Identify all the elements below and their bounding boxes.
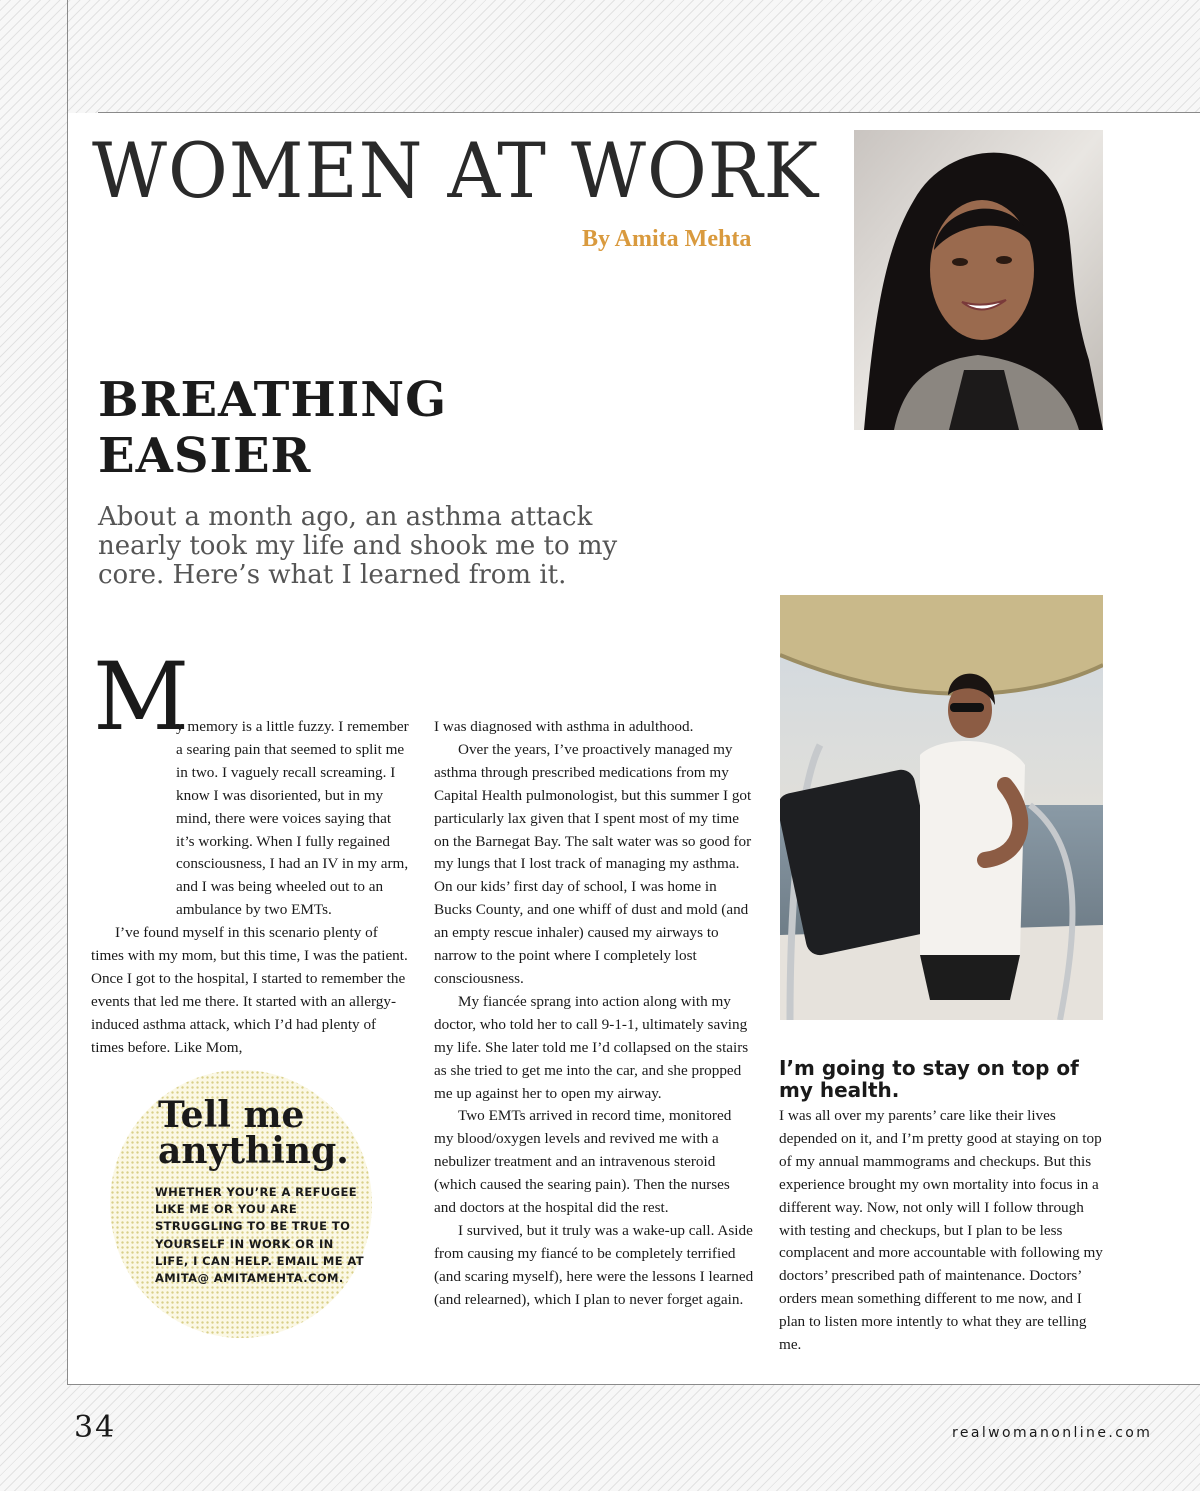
- section-title: WOMEN AT WORK: [92, 126, 820, 215]
- byline: By Amita Mehta: [582, 226, 752, 252]
- paragraph: Over the years, I’ve proactively managed my asthma through prescribed medications from my Capital Health pulmonologist, but this summer I got particularly lax given that I spent most of my time on the Barnegat Bay. The salt water was so good for my lungs that I lost track of managing my asthma. On our kids’ first day of school, I was home in Bucks County, and one whiff of dust and mold (and an empty rescue inhaler) caused my airways to narrow to the point where I completely lost consciousness.: [434, 740, 752, 987]
- top-rule: [98, 112, 1200, 113]
- paragraph: [91, 716, 411, 922]
- callout-body: WHETHER YOU’RE A REFUGEE LIKE ME OR YOU ARE STRUGGLING TO BE TRUE TO YOURSELF IN WORK OR IN LIFE, I CAN HELP. EMAIL ME AT AMITA@ AMITAMEHTA.COM.: [155, 1185, 365, 1286]
- article-deck: About a month ago, an asthma attack nearly took my life and shook me to my core. Here’s what I learned from it.: [98, 502, 618, 590]
- drop-cap: M: [93, 643, 190, 752]
- callout-title: [158, 1094, 378, 1172]
- paragraph-text: y memory is a little fuzzy. I remember a searing pain that seemed to split me in two. I vaguely recall screaming. I know I was disoriented, but in my mind, there were voices saying that it’s working. When I fully regained consciousness, I had an IV in my arm, and I was being wheeled out to an ambulance by two EMTs.: [176, 718, 409, 919]
- paragraph: I was all over my parents’ care like their lives depended on it, and I’m pretty good at staying on top of my annual mammograms and checkups. But this experience brought my own mortality into focus in a different way. Now, not only will I follow through with testing and checkups, but I plan to be less complacent and more accountable with following my doctors’ prescribed path of maintenance. Doctors’ orders mean something different to me now, and I plan to listen more intently to what they are telling me.: [779, 1107, 1103, 1354]
- column-1: [91, 716, 411, 1060]
- paragraph: I’ve found myself in this scenario plenty of times with my mom, but this time, I was the patient. Once I got to the hospital, I started to remember the events that led me there. It started with an allergy-induced asthma attack, which I’d had plenty of times before. Like Mom,: [91, 924, 408, 1056]
- article-headline: [98, 372, 518, 484]
- boat-photo: [780, 595, 1103, 1020]
- column-3: [779, 1105, 1103, 1357]
- paragraph: I was diagnosed with asthma in adulthood.: [434, 718, 694, 735]
- callout-title-line-1: Tell me: [158, 1094, 305, 1136]
- author-portrait-photo: [854, 130, 1103, 430]
- paragraph: Two EMTs arrived in record time, monitored my blood/oxygen levels and revived me with a nebulizer treatment and an intravenous steroid (which caused the searing pain). Then the nurses and doctors at the hospital did the rest.: [434, 1107, 732, 1217]
- headline-line-2: EASIER: [98, 428, 312, 484]
- section-subhead: I’m going to stay on top of my health.: [779, 1056, 1079, 1102]
- callout-title-line-2: anything.: [158, 1130, 349, 1172]
- bottom-rule: [68, 1384, 1200, 1385]
- website-link[interactable]: realwomanonline.com: [952, 1425, 1153, 1441]
- page-number: 34: [74, 1410, 117, 1445]
- headline-line-1: BREATHING: [98, 372, 448, 428]
- column-2: [434, 716, 754, 1312]
- paragraph: My fiancée sprang into action along with my doctor, who told her to call 9-1-1, ultimately saving my life. She later told me I’d collapsed on the stairs as she tried to get me into the car, and she propped me up against her to open my airway.: [434, 992, 749, 1102]
- paragraph: I survived, but it truly was a wake-up call. Aside from causing my fiancé to be completely terrified (and scaring myself), here were the lessons I learned (and relearned), which I plan to never forget again.: [434, 1221, 754, 1308]
